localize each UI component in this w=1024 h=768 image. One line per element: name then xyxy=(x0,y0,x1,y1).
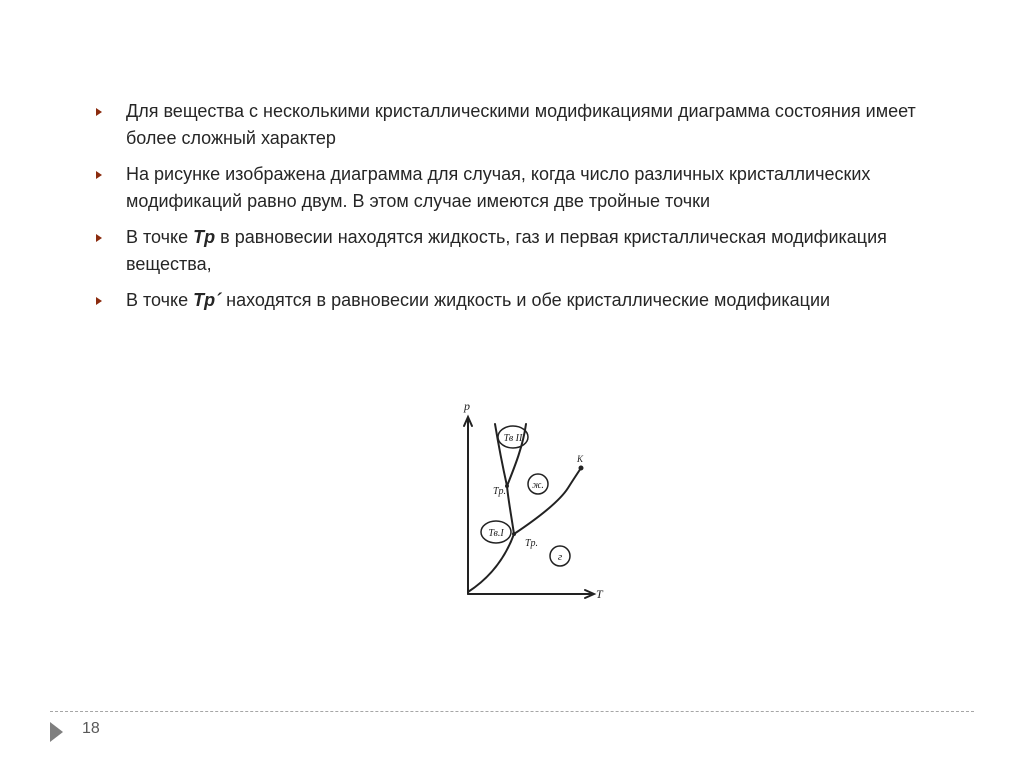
bullet-arrow-icon xyxy=(96,171,102,179)
triple-point-upper-label: Tp.' xyxy=(493,486,509,497)
boiling-curve xyxy=(514,468,581,534)
bullet-text-part: Для вещества с несколькими кристаллическими модификациями диаграмма состояния имеет более сложный характер xyxy=(126,101,916,148)
bullet-text xyxy=(126,290,830,310)
bullet-emphasis: Tp´ xyxy=(193,290,222,310)
footer-arrow-icon xyxy=(50,722,63,742)
bullet-item xyxy=(96,287,926,314)
bullet-text-part: В точке xyxy=(126,290,194,310)
region-solid-2-label: Тв II xyxy=(503,433,523,444)
triple-point-lower-label: Tp. xyxy=(525,538,539,549)
footer-divider xyxy=(50,711,974,712)
critical-point-marker xyxy=(579,466,584,471)
y-axis-label: p xyxy=(464,399,470,413)
bullet-arrow-icon xyxy=(96,234,102,242)
region-liquid-label: ж. xyxy=(532,480,544,491)
bullet-text xyxy=(126,101,916,148)
bullet-text xyxy=(126,164,870,211)
region-solid-1-label: Тв.I xyxy=(488,528,504,539)
bullet-arrow-icon xyxy=(96,108,102,116)
x-axis-label: T xyxy=(596,587,603,601)
bullet-text-part: в равновесии находятся жидкость, газ и первая кристаллическая модификация вещества, xyxy=(126,227,887,274)
bullet-item xyxy=(96,224,926,278)
bullet-list xyxy=(96,98,926,323)
critical-point-label: К xyxy=(577,454,583,464)
bullet-text xyxy=(126,227,887,274)
bullet-text-part: В точке xyxy=(126,227,194,247)
bullet-emphasis: Tp xyxy=(193,227,216,247)
triple-point-lower-marker xyxy=(512,532,516,536)
bullet-text-part: находятся в равновесии жидкость и обе кристаллические модификации xyxy=(221,290,831,310)
bullet-item xyxy=(96,161,926,215)
bullet-arrow-icon xyxy=(96,297,102,305)
bullet-item xyxy=(96,98,926,152)
slide-number: 18 xyxy=(82,720,100,737)
bullet-text-part: На рисунке изображена диаграмма для случая, когда число различных кристаллических модификаций равно двум. В этом случае имеются две тройные точки xyxy=(126,164,871,211)
phase-diagram xyxy=(455,396,615,606)
region-gas-label: г xyxy=(557,551,563,563)
